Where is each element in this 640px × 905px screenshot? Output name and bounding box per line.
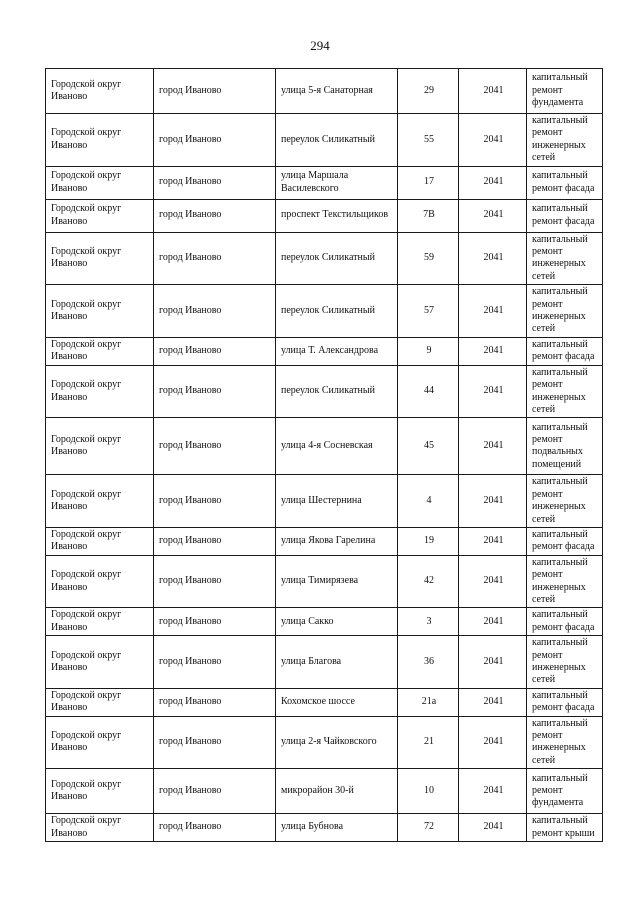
street-cell	[276, 769, 398, 814]
district-text: Городской округ Иваново	[51, 815, 122, 839]
year-text: 2041	[483, 385, 504, 397]
city-text: город Иваново	[159, 252, 222, 264]
street-text: Кохомское шоссе	[281, 696, 355, 708]
table-row	[46, 475, 603, 528]
city-text: город Иваново	[159, 209, 222, 221]
street-cell	[276, 527, 398, 555]
table-row	[46, 814, 603, 842]
year-cell	[459, 337, 527, 365]
street-text: проспект Текстильщиков	[281, 209, 389, 221]
table-row	[46, 232, 603, 285]
table-row	[46, 285, 603, 338]
work-type-cell	[527, 337, 603, 365]
street-text: улица 2-я Чайковского	[281, 736, 377, 748]
district-text: Городской округ Иваново	[51, 170, 122, 194]
year-text: 2041	[483, 615, 504, 627]
district-text: Городской округ Иваново	[51, 528, 122, 553]
street-text: улица Маршала Василевского	[281, 170, 349, 194]
street-text: переулок Силикатный	[281, 385, 375, 397]
work-type-cell	[527, 232, 603, 285]
street-cell	[276, 285, 398, 338]
district-cell	[46, 688, 154, 716]
street-text: улица Якова Гарелина	[281, 535, 376, 547]
city-text: город Иваново	[159, 84, 222, 96]
street-text: улица Сакко	[281, 615, 334, 627]
work-type-cell	[527, 285, 603, 338]
work-type-cell	[527, 166, 603, 199]
city-cell	[154, 69, 276, 114]
street-cell	[276, 166, 398, 199]
street-cell	[276, 337, 398, 365]
district-cell	[46, 232, 154, 285]
city-text: город Иваново	[159, 535, 222, 547]
house-number-text: 45	[424, 440, 434, 452]
street-cell	[276, 475, 398, 528]
house-number-cell	[398, 365, 459, 418]
work-type-text: капитальный ремонт фундамента	[532, 772, 588, 809]
district-cell	[46, 475, 154, 528]
district-text: Городской округ Иваново	[51, 433, 122, 458]
city-text: город Иваново	[159, 440, 222, 452]
house-number-text: 9	[426, 345, 432, 357]
city-text: город Иваново	[159, 785, 222, 797]
work-type-cell	[527, 688, 603, 716]
work-type-cell	[527, 199, 603, 232]
street-text: улица Благова	[281, 655, 342, 667]
work-type-text: капитальный ремонт инженерных сетей	[532, 286, 588, 335]
work-type-text: капитальный ремонт инженерных сетей	[532, 476, 588, 525]
city-cell	[154, 716, 276, 769]
year-text: 2041	[483, 176, 504, 188]
city-cell	[154, 337, 276, 365]
street-text: переулок Силикатный	[281, 252, 375, 264]
house-number-cell	[398, 285, 459, 338]
year-text: 2041	[483, 535, 504, 547]
work-type-text: капитальный ремонт инженерных сетей	[532, 556, 588, 605]
district-cell	[46, 199, 154, 232]
house-number-text: 55	[424, 133, 434, 145]
work-type-text: капитальный ремонт инженерных сетей	[532, 717, 588, 766]
city-text: город Иваново	[159, 821, 222, 833]
district-text: Городской округ Иваново	[51, 649, 122, 673]
year-cell	[459, 636, 527, 689]
street-cell	[276, 608, 398, 636]
house-number-text: 57	[424, 304, 434, 316]
table-row	[46, 69, 603, 114]
district-cell	[46, 716, 154, 769]
house-number-cell	[398, 114, 459, 167]
city-text: город Иваново	[159, 655, 222, 667]
city-cell	[154, 232, 276, 285]
work-type-cell	[527, 814, 603, 842]
district-text: Городской округ Иваново	[51, 338, 122, 363]
table-row	[46, 199, 603, 232]
house-number-cell	[398, 608, 459, 636]
house-number-text: 7В	[423, 209, 435, 221]
work-type-cell	[527, 636, 603, 689]
house-number-cell	[398, 69, 459, 114]
district-cell	[46, 69, 154, 114]
year-text: 2041	[483, 345, 504, 357]
district-cell	[46, 114, 154, 167]
district-text: Городской округ Иваново	[51, 569, 122, 593]
district-cell	[46, 636, 154, 689]
work-type-text: капитальный ремонт подвальных помещений	[532, 421, 588, 470]
city-text: город Иваново	[159, 176, 222, 188]
house-number-cell	[398, 418, 459, 475]
street-cell	[276, 636, 398, 689]
district-cell	[46, 418, 154, 475]
year-cell	[459, 114, 527, 167]
page-number: 294	[310, 38, 330, 53]
house-number-cell	[398, 716, 459, 769]
work-type-cell	[527, 114, 603, 167]
table-row	[46, 365, 603, 418]
house-number-cell	[398, 527, 459, 555]
city-cell	[154, 814, 276, 842]
table-row	[46, 337, 603, 365]
district-text: Городской округ Иваново	[51, 488, 122, 513]
city-text: город Иваново	[159, 345, 222, 357]
district-text: Городской округ Иваново	[51, 203, 122, 227]
city-cell	[154, 166, 276, 199]
house-number-text: 3	[426, 615, 432, 627]
table-row	[46, 114, 603, 167]
work-type-cell	[527, 475, 603, 528]
year-text: 2041	[483, 209, 504, 221]
year-text: 2041	[483, 736, 504, 748]
city-cell	[154, 199, 276, 232]
street-text: улица Т. Александрова	[281, 345, 379, 357]
district-cell	[46, 337, 154, 365]
table-row	[46, 636, 603, 689]
year-text: 2041	[483, 821, 504, 833]
city-cell	[154, 285, 276, 338]
work-type-cell	[527, 716, 603, 769]
district-cell	[46, 608, 154, 636]
street-text: улица 4-я Сосневская	[281, 440, 373, 452]
house-number-cell	[398, 688, 459, 716]
table-row	[46, 527, 603, 555]
work-type-text: капитальный ремонт фасада	[532, 528, 595, 553]
district-text: Городской округ Иваново	[51, 246, 122, 270]
year-text: 2041	[483, 655, 504, 667]
street-cell	[276, 814, 398, 842]
city-cell	[154, 555, 276, 608]
table-row	[46, 688, 603, 716]
district-cell	[46, 527, 154, 555]
year-text: 2041	[483, 84, 504, 96]
district-text: Городской округ Иваново	[51, 298, 122, 323]
house-number-text: 4	[426, 494, 432, 506]
house-number-text: 21а	[421, 696, 437, 708]
table-row	[46, 166, 603, 199]
city-text: город Иваново	[159, 696, 222, 708]
city-cell	[154, 418, 276, 475]
year-cell	[459, 232, 527, 285]
year-cell	[459, 555, 527, 608]
city-text: город Иваново	[159, 133, 222, 145]
house-number-text: 19	[424, 535, 434, 547]
house-number-cell	[398, 555, 459, 608]
work-type-text: капитальный ремонт инженерных сетей	[532, 366, 588, 415]
city-cell	[154, 527, 276, 555]
house-number-text: 17	[424, 176, 434, 188]
work-type-cell	[527, 418, 603, 475]
table-body	[46, 69, 603, 842]
year-text: 2041	[483, 133, 504, 145]
work-type-text: капитальный ремонт инженерных сетей	[532, 233, 588, 282]
table-row	[46, 555, 603, 608]
year-text: 2041	[483, 304, 504, 316]
district-cell	[46, 365, 154, 418]
house-number-text: 59	[424, 252, 434, 264]
work-type-cell	[527, 555, 603, 608]
work-type-cell	[527, 527, 603, 555]
work-type-cell	[527, 69, 603, 114]
year-text: 2041	[483, 440, 504, 452]
year-cell	[459, 199, 527, 232]
district-cell	[46, 769, 154, 814]
work-type-cell	[527, 769, 603, 814]
house-number-cell	[398, 814, 459, 842]
work-type-text: капитальный ремонт крыши	[532, 815, 595, 839]
year-text: 2041	[483, 252, 504, 264]
city-cell	[154, 769, 276, 814]
table-row	[46, 716, 603, 769]
year-cell	[459, 527, 527, 555]
street-text: микрорайон 30-й	[281, 785, 354, 797]
street-cell	[276, 688, 398, 716]
works-register-table	[45, 68, 603, 842]
city-cell	[154, 688, 276, 716]
work-type-text: капитальный ремонт инженерных сетей	[532, 637, 588, 686]
year-cell	[459, 769, 527, 814]
work-type-text: капитальный ремонт фасада	[532, 203, 595, 227]
year-text: 2041	[483, 696, 504, 708]
district-cell	[46, 166, 154, 199]
street-cell	[276, 114, 398, 167]
work-type-text: капитальный ремонт фасада	[532, 689, 595, 714]
work-type-cell	[527, 608, 603, 636]
house-number-text: 21	[424, 736, 434, 748]
street-text: улица Тимирязева	[281, 575, 359, 587]
work-type-text: капитальный ремонт фундамента	[532, 72, 588, 109]
year-cell	[459, 608, 527, 636]
street-cell	[276, 365, 398, 418]
house-number-text: 29	[424, 84, 434, 96]
house-number-cell	[398, 475, 459, 528]
street-text: переулок Силикатный	[281, 304, 375, 316]
year-text: 2041	[483, 785, 504, 797]
street-text: улица Шестернина	[281, 494, 362, 506]
table-row	[46, 418, 603, 475]
work-type-text: капитальный ремонт фасада	[532, 338, 595, 363]
house-number-text: 44	[424, 385, 434, 397]
city-cell	[154, 114, 276, 167]
district-cell	[46, 814, 154, 842]
house-number-cell	[398, 199, 459, 232]
street-text: улица 5-я Санаторная	[281, 84, 373, 96]
house-number-text: 36	[424, 655, 434, 667]
city-text: город Иваново	[159, 615, 222, 627]
year-cell	[459, 285, 527, 338]
house-number-cell	[398, 337, 459, 365]
city-cell	[154, 608, 276, 636]
district-text: Городской округ Иваново	[51, 379, 122, 403]
work-type-text: капитальный ремонт фасада	[532, 170, 595, 194]
city-text: город Иваново	[159, 575, 222, 587]
year-cell	[459, 688, 527, 716]
street-cell	[276, 69, 398, 114]
city-text: город Иваново	[159, 494, 222, 506]
house-number-text: 72	[424, 821, 434, 833]
city-text: город Иваново	[159, 736, 222, 748]
year-cell	[459, 418, 527, 475]
street-cell	[276, 716, 398, 769]
district-text: Городской округ Иваново	[51, 127, 122, 151]
house-number-text: 10	[424, 785, 434, 797]
street-cell	[276, 418, 398, 475]
street-text: переулок Силикатный	[281, 133, 375, 145]
district-cell	[46, 285, 154, 338]
year-cell	[459, 475, 527, 528]
year-cell	[459, 69, 527, 114]
year-cell	[459, 365, 527, 418]
house-number-cell	[398, 166, 459, 199]
house-number-cell	[398, 769, 459, 814]
city-cell	[154, 475, 276, 528]
district-text: Городской округ Иваново	[51, 778, 122, 803]
city-cell	[154, 636, 276, 689]
city-cell	[154, 365, 276, 418]
work-type-text: капитальный ремонт инженерных сетей	[532, 115, 588, 164]
work-type-text: капитальный ремонт фасада	[532, 609, 595, 633]
street-cell	[276, 232, 398, 285]
district-text: Городской округ Иваново	[51, 609, 122, 633]
district-text: Городской округ Иваново	[51, 689, 122, 714]
street-cell	[276, 555, 398, 608]
district-text: Городской округ Иваново	[51, 78, 122, 102]
year-cell	[459, 814, 527, 842]
district-cell	[46, 555, 154, 608]
house-number-cell	[398, 232, 459, 285]
year-text: 2041	[483, 494, 504, 506]
work-type-cell	[527, 365, 603, 418]
city-text: город Иваново	[159, 385, 222, 397]
year-text: 2041	[483, 575, 504, 587]
district-text: Городской округ Иваново	[51, 730, 122, 754]
table-row	[46, 608, 603, 636]
year-cell	[459, 716, 527, 769]
year-cell	[459, 166, 527, 199]
street-cell	[276, 199, 398, 232]
city-text: город Иваново	[159, 304, 222, 316]
street-text: улица Бубнова	[281, 821, 344, 833]
table-row	[46, 769, 603, 814]
house-number-cell	[398, 636, 459, 689]
house-number-text: 42	[424, 575, 434, 587]
